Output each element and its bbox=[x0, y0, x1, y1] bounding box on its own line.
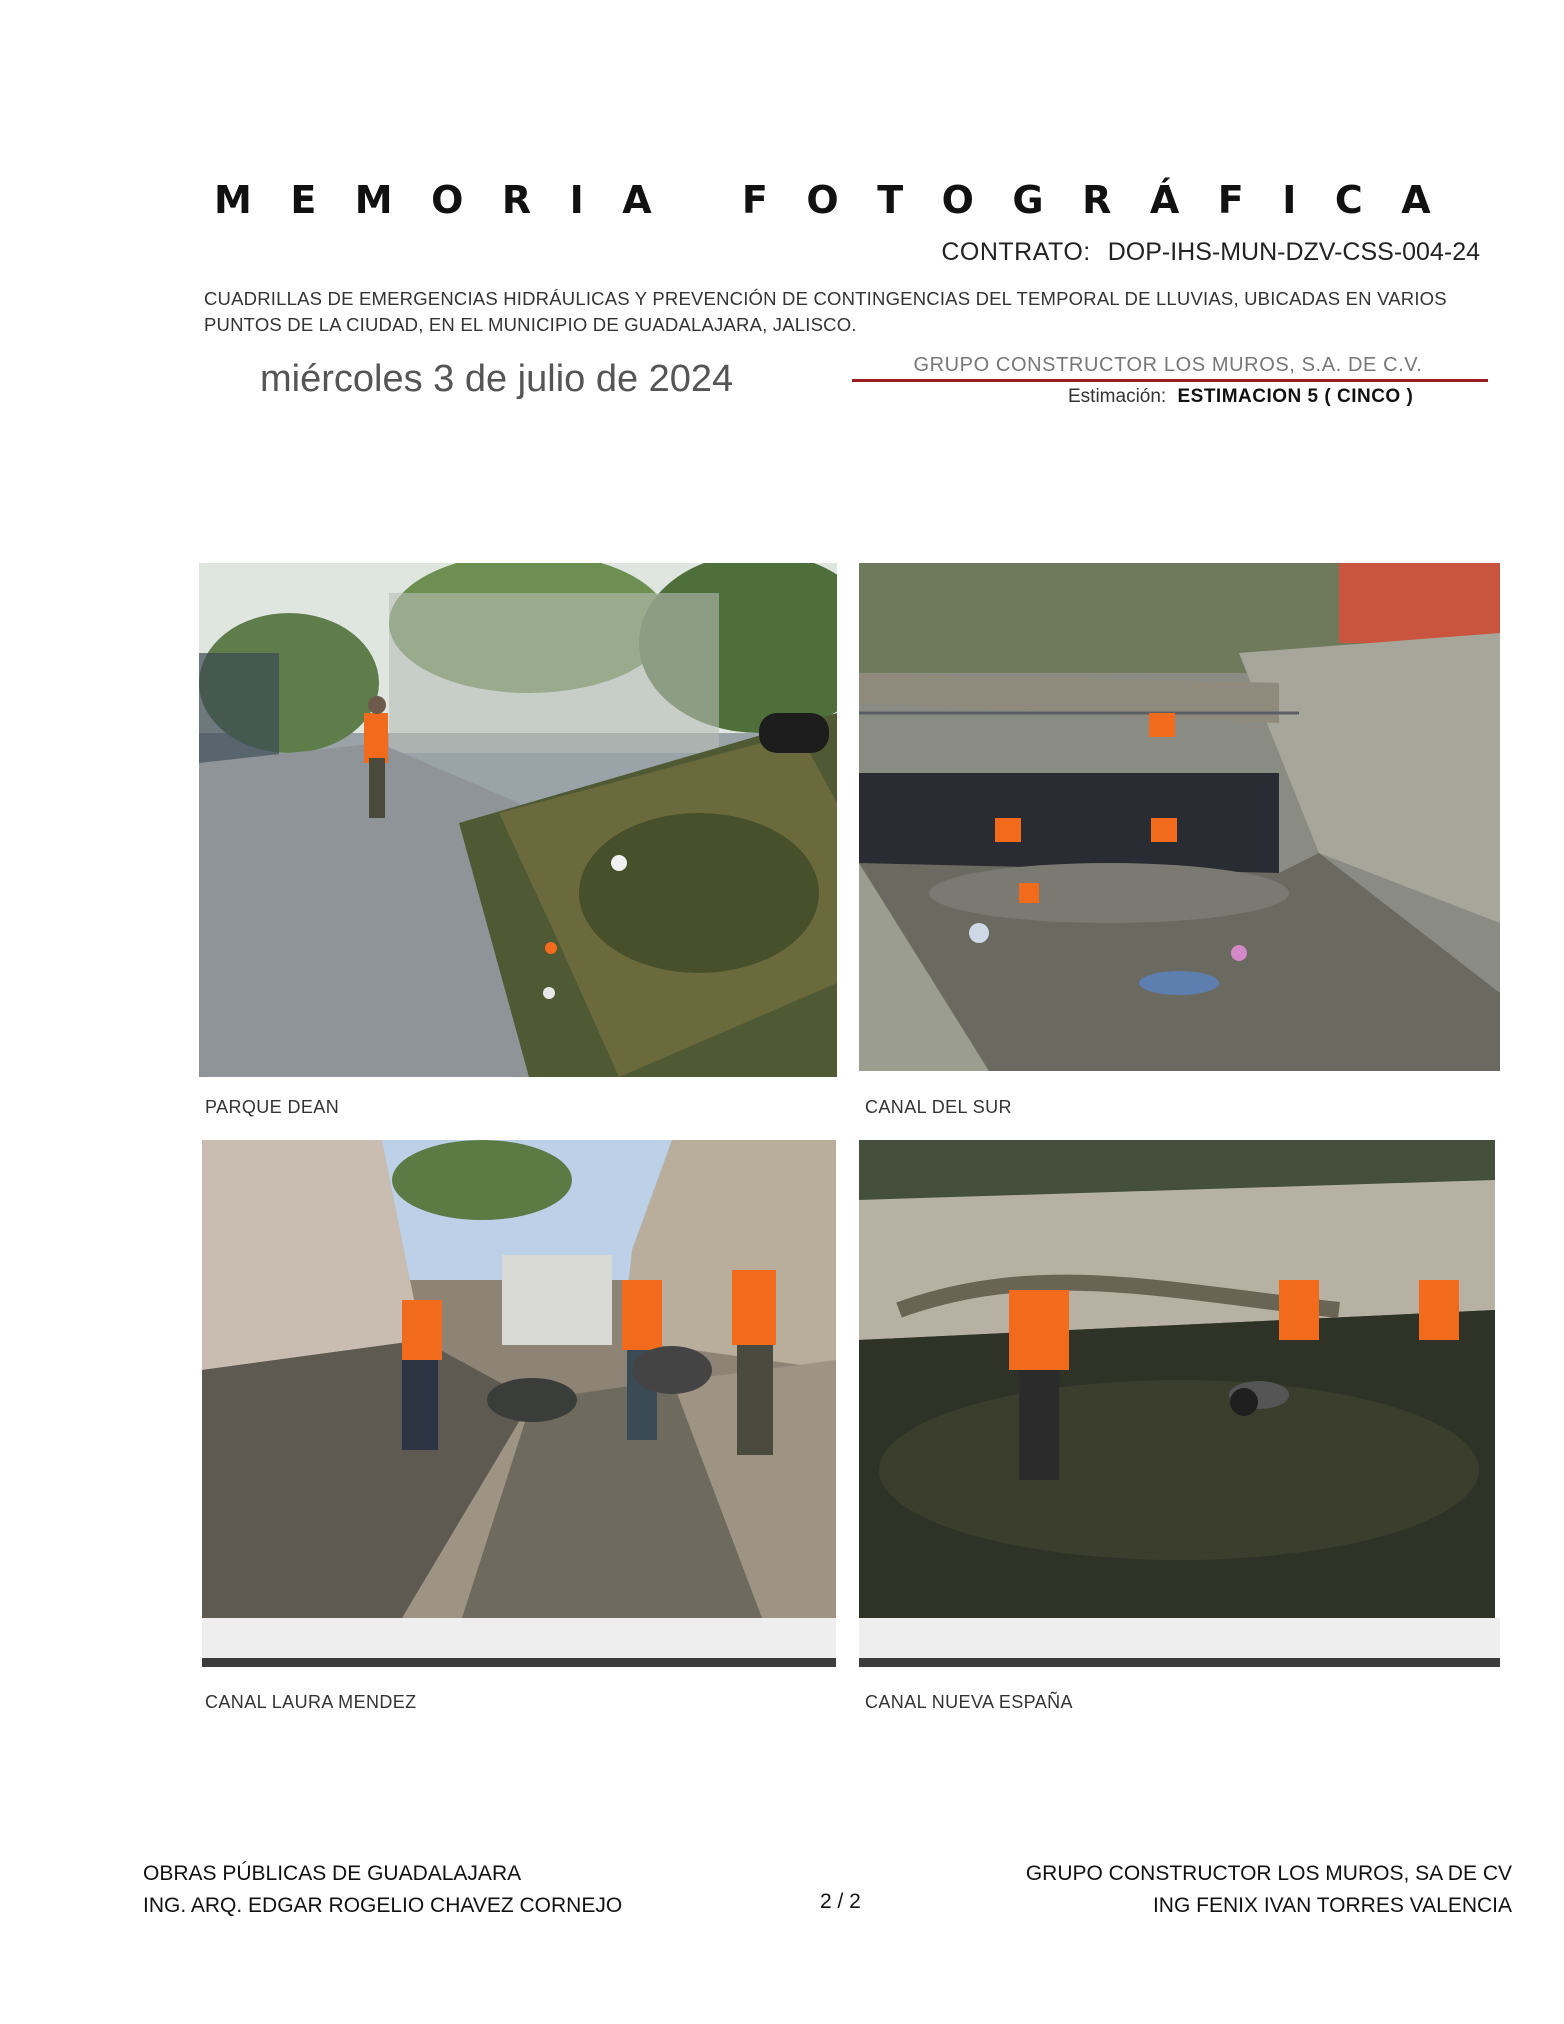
estimate-label: Estimación: bbox=[1068, 386, 1167, 407]
photo-frame-rule bbox=[202, 1658, 836, 1667]
footer-left-name: ING. ARQ. EDGAR ROGELIO CHAVEZ CORNEJO bbox=[143, 1894, 623, 1917]
caption-canal-nueva-espana: CANAL NUEVA ESPAÑA bbox=[865, 1692, 1073, 1712]
footer-right-org: GRUPO CONSTRUCTOR LOS MUROS, SA DE CV bbox=[1025, 1862, 1512, 1885]
footer-right-signatory bbox=[1026, 1858, 1512, 1922]
page-number: 2 / 2 bbox=[820, 1890, 861, 1913]
estimate-value: ESTIMACION 5 ( CINCO ) bbox=[1177, 386, 1414, 407]
contract-label: CONTRATO: bbox=[941, 238, 1091, 266]
footer-left-signatory bbox=[143, 1858, 622, 1922]
photo-parque-dean bbox=[199, 563, 837, 1077]
photo-frame-bottom bbox=[859, 1618, 1500, 1658]
caption-canal-del-sur: CANAL DEL SUR bbox=[865, 1097, 1012, 1117]
document-title: MEMORIA FOTOGRÁFICA bbox=[214, 178, 1470, 222]
photo-canal-laura-mendez bbox=[202, 1140, 836, 1618]
photo-frame-bottom bbox=[202, 1618, 836, 1658]
company-underline bbox=[852, 379, 1488, 382]
contract-number: DOP-IHS-MUN-DZV-CSS-004-24 bbox=[1107, 238, 1480, 266]
photo-canal-nueva-espana bbox=[859, 1140, 1495, 1618]
caption-canal-laura-mendez: CANAL LAURA MENDEZ bbox=[205, 1692, 417, 1712]
report-date: miércoles 3 de julio de 2024 bbox=[260, 358, 734, 400]
footer-left-org: OBRAS PÚBLICAS DE GUADALAJARA bbox=[143, 1862, 522, 1885]
project-description: CUADRILLAS DE EMERGENCIAS HIDRÁULICAS Y PREVENCIÓN DE CONTINGENCIAS DEL TEMPORAL DE LLUVIAS, UBICADAS EN VARIOS PUNTOS DE LA CIUDAD, EN EL MUNICIPIO DE GUADALAJARA, JALISCO. bbox=[204, 288, 1447, 335]
caption-parque-dean: PARQUE DEAN bbox=[205, 1097, 340, 1117]
contract-line bbox=[941, 238, 1480, 267]
company-name: GRUPO CONSTRUCTOR LOS MUROS, S.A. DE C.V. bbox=[913, 354, 1423, 376]
photo-canal-del-sur bbox=[859, 563, 1500, 1071]
footer-right-name: ING FENIX IVAN TORRES VALENCIA bbox=[1152, 1894, 1512, 1917]
estimate-line bbox=[1068, 386, 1413, 408]
photo-frame-rule bbox=[859, 1658, 1500, 1667]
